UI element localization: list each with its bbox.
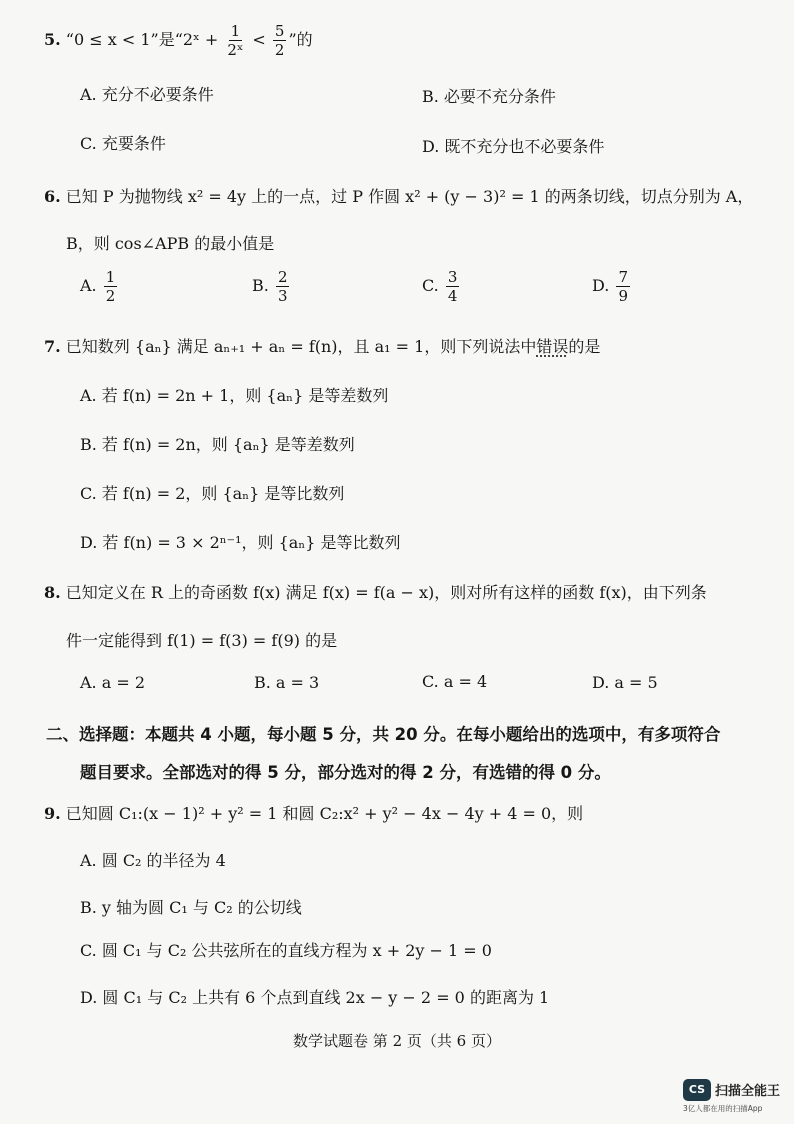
fraction-five-halves: $\frac{5}{2}$ bbox=[274, 22, 285, 59]
question-7-option-b: B. 若 f(n) = 2n，则 {aₙ} 是等差数列 bbox=[80, 435, 355, 454]
emphasis-wrong: 错误 bbox=[536, 337, 569, 356]
question-7-option-a: A. 若 f(n) = 2n + 1，则 {aₙ} 是等差数列 bbox=[80, 386, 389, 405]
section-2-heading-line1: 二、选择题：本题共 4 小题，每小题 5 分，共 20 分。在每小题给出的选项中，有多项符合 bbox=[46, 725, 721, 744]
question-5-option-b: B. 必要不充分条件 bbox=[422, 87, 556, 106]
question-6-option-d: D. $\frac{7}{9}$ bbox=[592, 268, 628, 305]
question-number: 9. bbox=[44, 804, 61, 823]
section-2-heading-line2: 题目要求。全部选对的得 5 分，部分选对的得 2 分，有选错的得 0 分。 bbox=[80, 763, 611, 782]
question-9-option-a: A. 圆 C₂ 的半径为 4 bbox=[80, 851, 226, 870]
question-6-option-a: A. $\frac{1}{2}$ bbox=[80, 268, 116, 305]
question-8-stem-line2: 件一定能得到 f(1) = f(3) = f(9) 的是 bbox=[66, 631, 338, 650]
question-5-text-pre: “0 ≤ x < 1”是“2ˣ + bbox=[65, 30, 224, 49]
question-7-option-c: C. 若 f(n) = 2，则 {aₙ} 是等比数列 bbox=[80, 484, 345, 503]
camscanner-tagline: 3亿人都在用的扫描App bbox=[683, 1104, 763, 1113]
page-footer: 数学试题卷 第 2 页（共 6 页） bbox=[293, 1032, 501, 1050]
question-9-option-b: B. y 轴为圆 C₁ 与 C₂ 的公切线 bbox=[80, 898, 302, 917]
question-9-option-d: D. 圆 C₁ 与 C₂ 上共有 6 个点到直线 2x − y − 2 = 0 的距离为 1 bbox=[80, 988, 550, 1007]
question-9-stem: 9. 已知圆 C₁:(x − 1)² + y² = 1 和圆 C₂:x² + y² − 4x − 4y + 4 = 0，则 bbox=[44, 804, 584, 823]
camscanner-name: 扫描全能王 bbox=[715, 1084, 781, 1099]
question-6-stem-line2: B，则 cos∠APB 的最小值是 bbox=[66, 234, 275, 253]
question-8-option-c: C. a = 4 bbox=[422, 672, 488, 691]
question-number: 8. bbox=[44, 583, 61, 602]
fraction-one-over-2x: $\frac{1}{\text{2ˣ}}$ bbox=[227, 22, 244, 59]
camscanner-logo-icon: CS bbox=[683, 1079, 711, 1101]
question-7-stem: 7. 已知数列 {aₙ} 满足 aₙ₊₁ + aₙ = f(n)，且 a₁ = 1，则下列说法中错误的是 bbox=[44, 337, 601, 356]
question-5-option-c: C. 充要条件 bbox=[80, 134, 166, 153]
question-8-option-b: B. a = 3 bbox=[254, 673, 320, 692]
question-6-stem-line1: 6. 已知 P 为抛物线 x² = 4y 上的一点，过 P 作圆 x² + (y − 3)² = 1 的两条切线，切点分别为 A， bbox=[44, 187, 754, 206]
question-5-option-d: D. 既不充分也不必要条件 bbox=[422, 137, 605, 156]
question-number: 7. bbox=[44, 337, 61, 356]
question-8-stem-line1: 8. 已知定义在 R 上的奇函数 f(x) 满足 f(x) = f(a − x)，则对所有这样的函数 f(x)，由下列条 bbox=[44, 583, 707, 602]
question-number: 5. bbox=[44, 30, 61, 49]
question-number: 6. bbox=[44, 187, 61, 206]
question-5-stem: 5. “0 ≤ x < 1”是“2ˣ + $\frac{1}{\text{2ˣ}}$ < $\frac{5}{2}$ ”的 bbox=[44, 22, 313, 59]
question-8-option-d: D. a = 5 bbox=[592, 673, 658, 692]
question-6-option-b: B. $\frac{2}{3}$ bbox=[252, 268, 288, 305]
question-9-option-c: C. 圆 C₁ 与 C₂ 公共弦所在的直线方程为 x + 2y − 1 = 0 bbox=[80, 941, 492, 960]
question-7-option-d: D. 若 f(n) = 3 × 2ⁿ⁻¹，则 {aₙ} 是等比数列 bbox=[80, 533, 401, 552]
question-6-option-c: C. $\frac{3}{4}$ bbox=[422, 268, 458, 305]
camscanner-watermark bbox=[683, 1079, 788, 1113]
question-8-option-a: A. a = 2 bbox=[80, 673, 146, 692]
question-5-option-a: A. 充分不必要条件 bbox=[80, 85, 214, 104]
